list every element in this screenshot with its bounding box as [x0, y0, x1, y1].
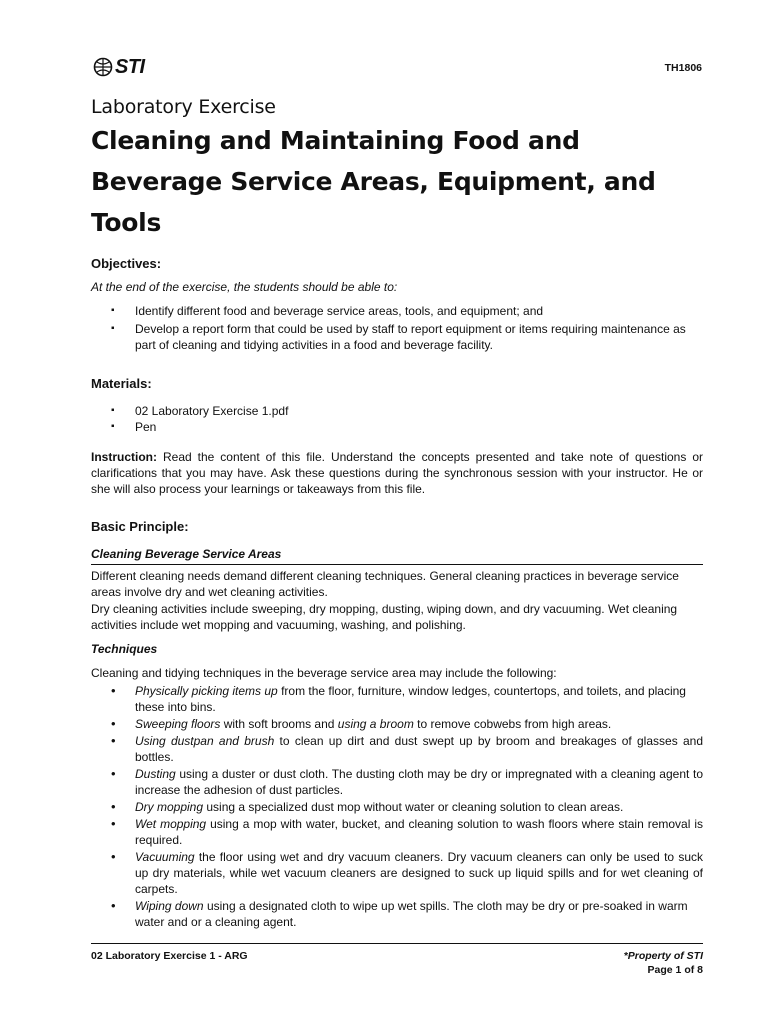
- footer-divider: [91, 943, 703, 944]
- basic-principle-heading: Basic Principle:: [91, 519, 189, 534]
- technique-term: Wiping down: [135, 899, 204, 913]
- technique-item: [91, 716, 703, 732]
- doc-kicker: Laboratory Exercise: [91, 96, 276, 118]
- footer-doc-name: 02 Laboratory Exercise 1 - ARG: [91, 950, 248, 962]
- doc-title-line-1: Cleaning and Maintaining Food and: [91, 126, 580, 155]
- technique-term: Physically picking items up: [135, 684, 278, 698]
- technique-item: [91, 898, 703, 930]
- material-item: ▪ Pen: [91, 419, 703, 435]
- technique-desc: the floor using wet and dry vacuum cleaners. Dry vacuum cleaners can only be used to suck up dry materials, while wet vacuum cleaners are designed to suck up liquid spills and for wet cleaning of carpets.: [135, 850, 703, 896]
- doc-title-line-3: Tools: [91, 208, 162, 237]
- sti-logo: [92, 56, 145, 78]
- technique-desc: to remove cobwebs from high areas.: [413, 717, 612, 731]
- materials-list: [91, 403, 703, 435]
- objective-item: ▪ Identify different food and beverage service areas, tools, and equipment; and: [91, 303, 703, 319]
- technique-term: Wet mopping: [135, 817, 207, 831]
- instruction-label: Instruction:: [91, 450, 157, 464]
- materials-heading: Materials:: [91, 376, 152, 391]
- technique-item: [91, 849, 703, 897]
- footer-page-number: Page 1 of 8: [647, 964, 703, 976]
- technique-term: Dry mopping: [135, 800, 204, 814]
- technique-term: Vacuuming: [135, 850, 195, 864]
- technique-term: using a broom: [337, 717, 414, 731]
- paragraph-dry-cleaning: Dry cleaning activities include sweeping, dry mopping, dusting, wiping down, and dry vacuuming. Wet cleaning activities include wet mopping and vacuuming, washing, and polishing.: [91, 602, 678, 632]
- technique-desc: using a mop with water, bucket, and cleaning solution to wash floors where stain removal is required.: [135, 817, 703, 847]
- objectives-heading: Objectives:: [91, 256, 162, 271]
- instruction-paragraph: [91, 449, 703, 497]
- main-content: [91, 94, 703, 930]
- objectives-intro: At the end of the exercise, the students should be able to:: [91, 280, 398, 294]
- technique-desc: with soft brooms and: [220, 717, 338, 731]
- sti-logo-mark-icon: [92, 57, 114, 77]
- footer-property: *Property of STI: [623, 950, 703, 962]
- technique-desc: using a duster or dust cloth. The dusting cloth may be dry or impregnated with a cleaning agent to increase the adhesion of dust particles.: [135, 767, 703, 797]
- doc-title-line-2: Beverage Service Areas, Equipment, and: [91, 167, 656, 196]
- objectives-list: [91, 303, 703, 353]
- technique-desc: using a designated cloth to wipe up wet spills. The cloth may be dry or pre-soaked in warm water and or a cleaning agent.: [135, 899, 688, 929]
- technique-desc: from the floor, furniture, window ledges, countertops, and toilets, and placing these into bins.: [135, 684, 686, 714]
- technique-term: Using dustpan and brush: [135, 734, 275, 748]
- paragraph-cleaning-needs: Different cleaning needs demand different cleaning techniques. General cleaning practices in beverage service areas involve dry and wet cleaning activities.: [91, 569, 679, 599]
- technique-item: [91, 683, 703, 715]
- technique-item: [91, 733, 703, 765]
- technique-item: [91, 799, 703, 815]
- objective-item: ▪ Develop a report form that could be used by staff to report equipment or items requiring maintenance as part of cleaning and tidying activities in a food and beverage facility.: [91, 321, 703, 353]
- logo-text: STI: [115, 56, 145, 78]
- technique-item: [91, 816, 703, 848]
- material-item: ▪ 02 Laboratory Exercise 1.pdf: [91, 403, 703, 419]
- document-code: TH1806: [664, 62, 702, 74]
- technique-term: Sweeping floors: [135, 717, 221, 731]
- technique-desc: to clean up dirt and dust swept up by broom and breakages of glasses and bottles.: [135, 734, 703, 764]
- technique-desc: using a specialized dust mop without water or cleaning solution to clean areas.: [203, 800, 624, 814]
- techniques-intro: Cleaning and tidying techniques in the beverage service area may include the following:: [91, 666, 557, 680]
- section-subheading: Cleaning Beverage Service Areas: [91, 546, 703, 565]
- techniques-list: [91, 683, 703, 930]
- techniques-heading: Techniques: [91, 642, 158, 656]
- instruction-text: Read the content of this file. Understand the concepts presented and take note of questions or clarifications that you may have. Ask these questions during the synchronous session with your instructor. He or she will also process your learnings or takeaways from this file.: [91, 450, 703, 496]
- technique-item: [91, 766, 703, 798]
- technique-term: Dusting: [135, 767, 176, 781]
